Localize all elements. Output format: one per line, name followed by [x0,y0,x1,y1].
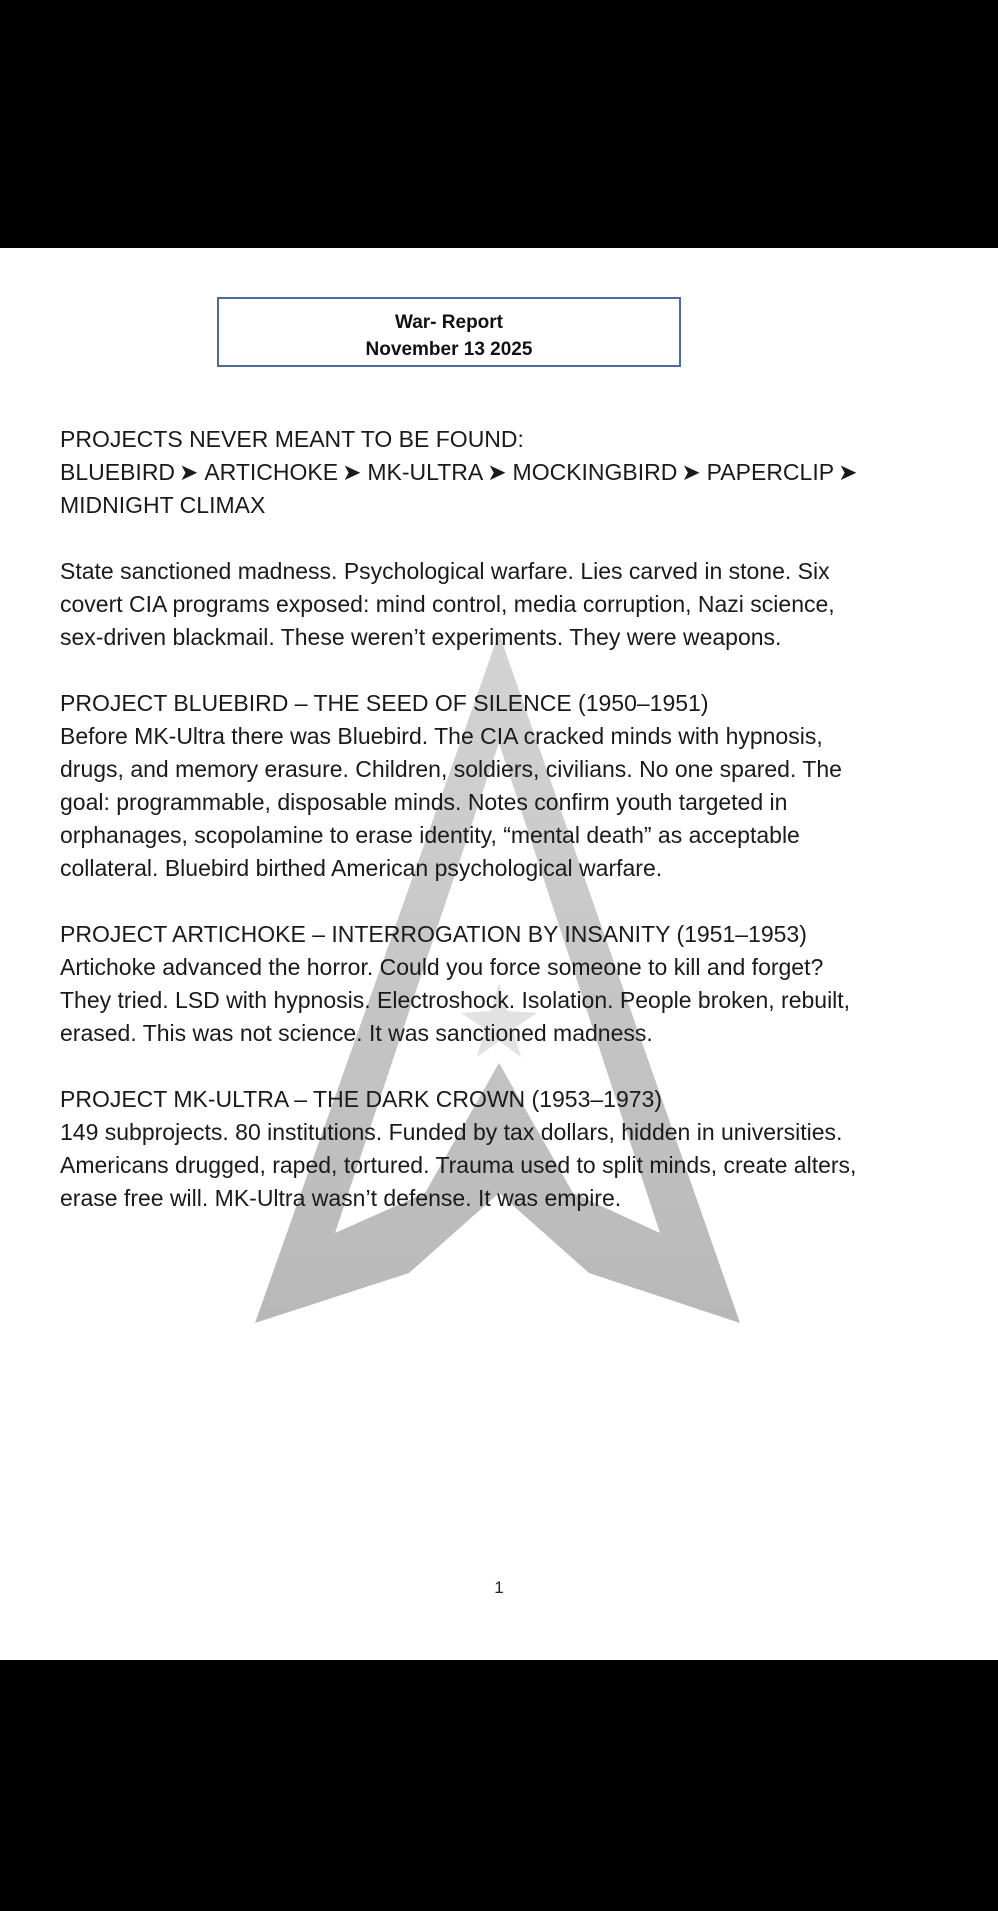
paragraph-line: erased. This was not science. It was sanctioned madness. [60,1020,653,1046]
section-mk-ultra [60,1083,940,1215]
chain-item: MOCKINGBIRD [512,459,678,485]
chain-item: ARTICHOKE [204,459,339,485]
chain-item: BLUEBIRD [60,459,176,485]
section-bluebird [60,687,940,885]
paragraph-line: sex-driven blackmail. These weren’t experiments. They were weapons. [60,624,782,650]
paragraph-line: Before MK-Ultra there was Bluebird. The CIA cracked minds with hypnosis, [60,723,823,749]
arrow-right-icon: ➤ [681,459,701,485]
paragraph-line: orphanages, scopolamine to erase identity, “mental death” as acceptable [60,822,800,848]
arrow-right-icon: ➤ [838,459,858,485]
report-title-box [217,297,681,367]
paragraph-line: State sanctioned madness. Psychological warfare. Lies carved in stone. Six [60,558,830,584]
paragraph-line: collateral. Bluebird birthed American psychological warfare. [60,855,663,881]
intro-heading: PROJECTS NEVER MEANT TO BE FOUND: [60,426,524,452]
paragraph-line: goal: programmable, disposable minds. Notes confirm youth targeted in [60,789,788,815]
paragraph-line: 149 subprojects. 80 institutions. Funded by tax dollars, hidden in universities. [60,1119,843,1145]
section-heading: PROJECT ARTICHOKE – INTERROGATION BY INSANITY (1951–1953) [60,921,807,947]
report-date: November 13 2025 [365,339,533,360]
paragraph-line: Americans drugged, raped, tortured. Trauma used to split minds, create alters, [60,1152,857,1178]
paragraph-line: Artichoke advanced the horror. Could you force someone to kill and forget? [60,954,824,980]
section-heading: PROJECT BLUEBIRD – THE SEED OF SILENCE (1950–1951) [60,690,709,716]
section-heading: PROJECT MK-ULTRA – THE DARK CROWN (1953–1973) [60,1086,662,1112]
summary-paragraph [60,555,940,654]
paragraph-line: erase free will. MK-Ultra wasn’t defense. It was empire. [60,1185,622,1211]
paragraph-line: covert CIA programs exposed: mind control, media corruption, Nazi science, [60,591,835,617]
arrow-right-icon: ➤ [342,459,362,485]
section-artichoke [60,918,940,1050]
chain-item: PAPERCLIP [706,459,835,485]
arrow-right-icon: ➤ [179,459,199,485]
program-chain [60,456,940,489]
report-title: War- Report [394,312,504,333]
report-body [60,423,940,1248]
intro-block [60,423,940,522]
paragraph-line: drugs, and memory erasure. Children, soldiers, civilians. No one spared. The [60,756,842,782]
document-page [0,248,998,1660]
paragraph-line: They tried. LSD with hypnosis. Electroshock. Isolation. People broken, rebuilt, [60,987,851,1013]
page-number: 1 [494,1578,504,1597]
arrow-right-icon: ➤ [487,459,507,485]
chain-item-last: MIDNIGHT CLIMAX [60,492,266,518]
chain-item: MK-ULTRA [367,459,484,485]
